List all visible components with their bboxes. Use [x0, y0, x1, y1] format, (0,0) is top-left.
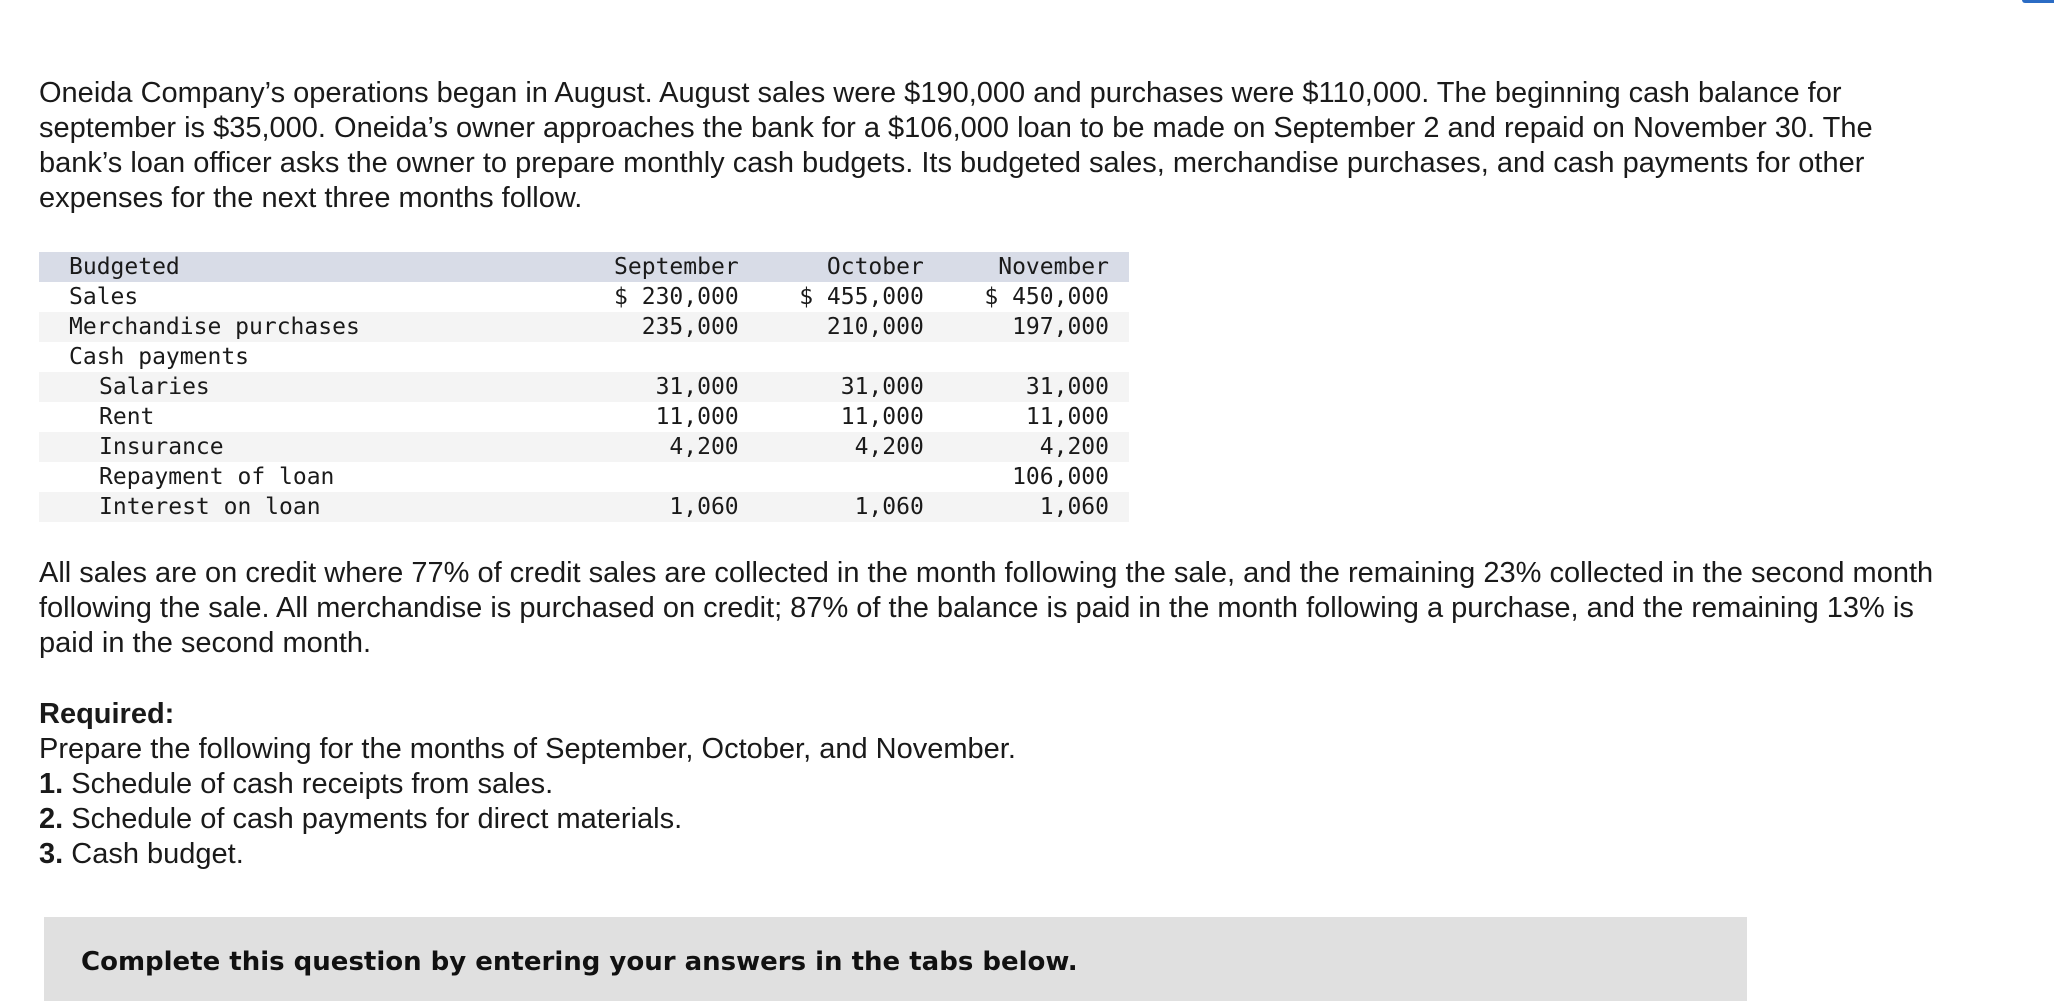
table-row — [39, 282, 1129, 312]
cell-november: $ 450,000 — [984, 284, 1109, 310]
required-item-text: Cash budget. — [71, 838, 244, 870]
header-september: September — [554, 252, 739, 282]
row-label: Rent — [99, 404, 155, 430]
budget-table-wrap — [39, 252, 1129, 522]
cell-october: 1,060 — [739, 492, 924, 522]
row-label: Merchandise purchases — [39, 312, 554, 342]
cell-september: 235,000 — [554, 312, 739, 342]
row-label: Repayment of loan — [99, 464, 335, 490]
cell-september — [554, 462, 739, 492]
header-label: Budgeted — [39, 252, 554, 282]
required-item — [39, 837, 1999, 872]
cell-november — [924, 342, 1129, 372]
cell-november: 11,000 — [1025, 404, 1109, 430]
intro-paragraph: Oneida Company’s operations began in August. August sales were $190,000 and purchases were $110,000. The beginning cash balance for september is $35,000. Oneida’s owner approaches the bank for a $106,000 loan to be made on September 2 and repaid on November 30. The bank’s loan officer asks the owner to prepare monthly cash budgets. Its budgeted sales, merchandise purchases, and cash payments for other expenses for the next three months follow. — [39, 77, 1873, 214]
cell-september: $ 230,000 — [614, 284, 739, 310]
required-section — [39, 697, 1999, 872]
table-row — [39, 402, 1129, 432]
cell-october — [739, 462, 924, 492]
question-content — [39, 76, 1999, 872]
cell-september: 11,000 — [655, 404, 739, 430]
table-row — [39, 492, 1129, 522]
row-label: Insurance — [39, 432, 554, 462]
required-item-number: 1. — [39, 768, 64, 800]
required-title: Required: — [39, 698, 175, 730]
cell-october: $ 455,000 — [799, 284, 924, 310]
table-row — [39, 462, 1129, 492]
instruction-banner — [44, 917, 1747, 1001]
header-october: October — [739, 252, 924, 282]
row-label: Interest on loan — [39, 492, 554, 522]
required-item-text: Schedule of cash payments for direct materials. — [71, 803, 683, 835]
cell-november: 31,000 — [924, 372, 1129, 402]
cell-october: 4,200 — [739, 432, 924, 462]
cell-september: 4,200 — [554, 432, 739, 462]
banner-text: Complete this question by entering your answers in the tabs below. — [81, 947, 1078, 977]
required-item-number: 2. — [39, 803, 64, 835]
required-item-number: 3. — [39, 838, 64, 870]
table-header-row — [39, 252, 1129, 282]
cell-october: 210,000 — [739, 312, 924, 342]
cell-october: 31,000 — [739, 372, 924, 402]
cell-september: 31,000 — [554, 372, 739, 402]
budget-table — [39, 252, 1129, 522]
cell-november: 197,000 — [924, 312, 1129, 342]
required-item — [39, 767, 1999, 802]
row-label: Cash payments — [69, 344, 250, 370]
table-row — [39, 372, 1129, 402]
cell-november: 4,200 — [924, 432, 1129, 462]
required-item — [39, 802, 1999, 837]
required-item-text: Schedule of cash receipts from sales. — [71, 768, 554, 800]
table-row — [39, 432, 1129, 462]
cell-september: 1,060 — [554, 492, 739, 522]
row-label: Salaries — [39, 372, 554, 402]
collections-paragraph: All sales are on credit where 77% of credit sales are collected in the month following the sale, and the remaining 23% collected in the second month following the sale. All merchandise is purchased on credit; 87% of the balance is paid in the month following a purchase, and the remaining 13% is paid in the second month. — [39, 557, 1934, 659]
cell-october — [739, 342, 924, 372]
header-november: November — [924, 252, 1129, 282]
table-row — [39, 312, 1129, 342]
cell-november: 106,000 — [1012, 464, 1109, 490]
corner-tab[interactable] — [2022, 0, 2054, 3]
cell-october: 11,000 — [840, 404, 924, 430]
table-row — [39, 342, 1129, 372]
cell-november: 1,060 — [924, 492, 1129, 522]
required-instruction: Prepare the following for the months of September, October, and November. — [39, 733, 1016, 765]
cell-september — [554, 342, 739, 372]
row-label: Sales — [69, 284, 139, 310]
